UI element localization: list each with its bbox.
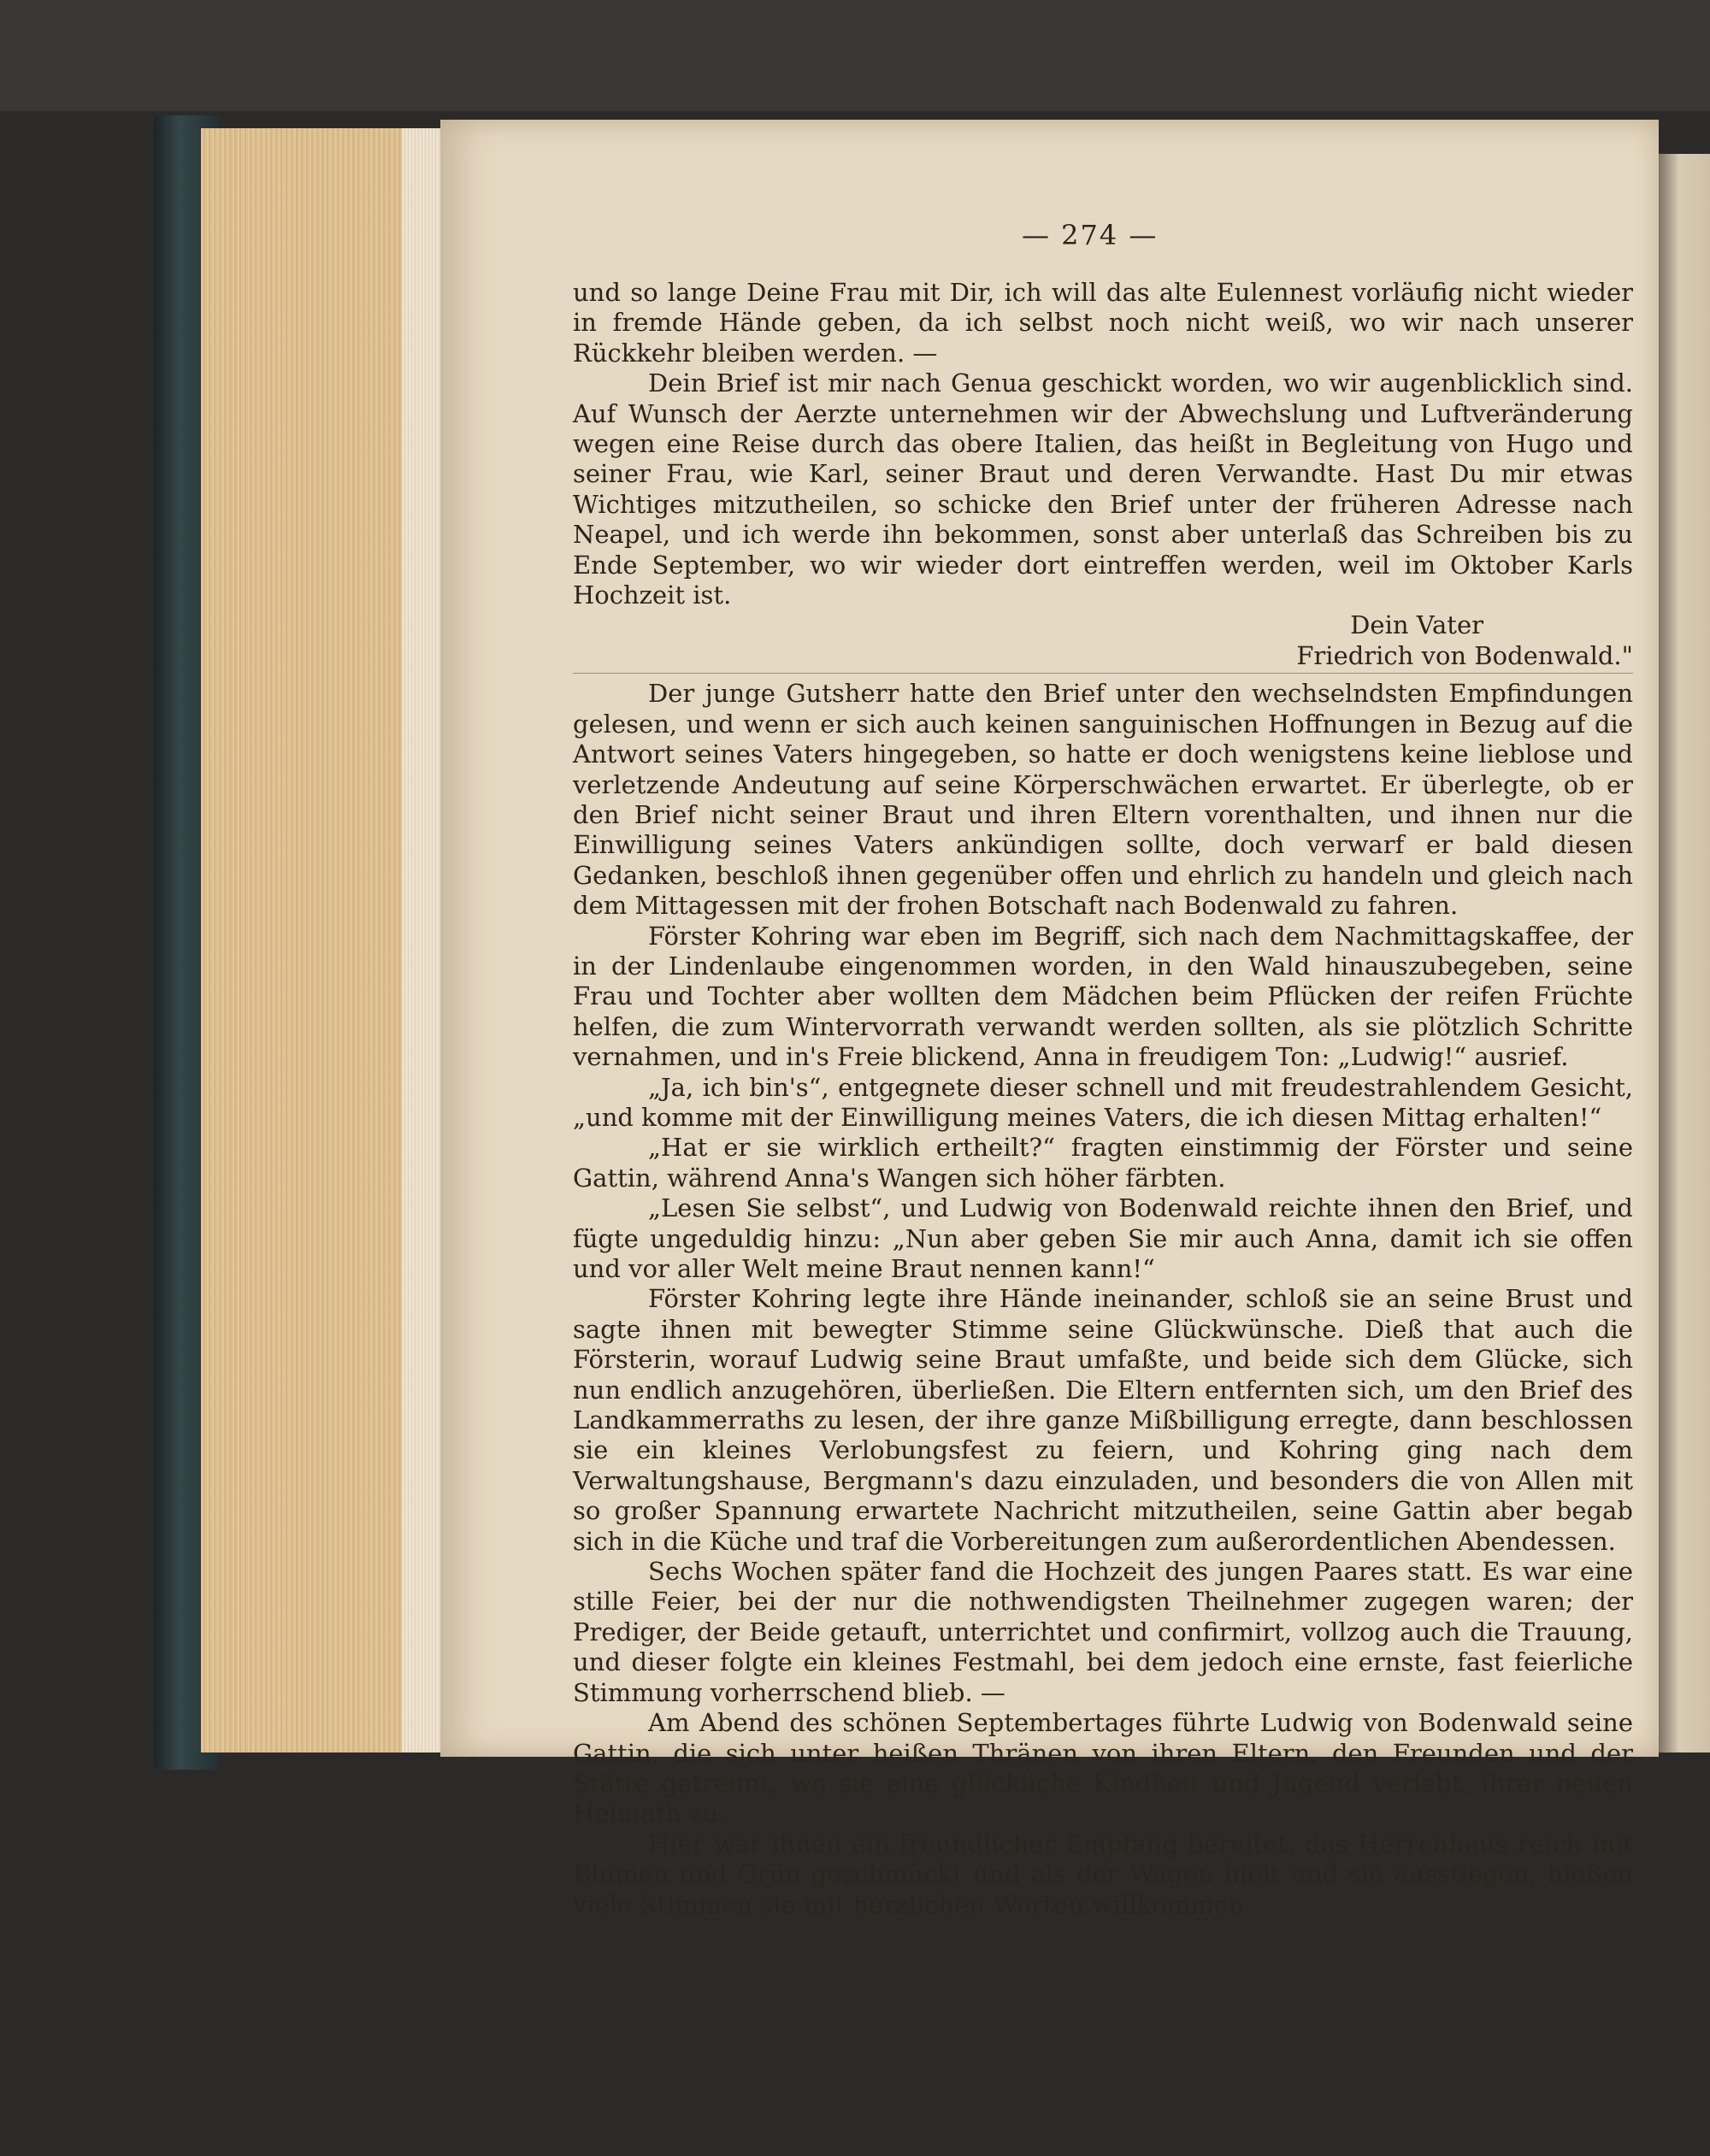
paragraph: „Lesen Sie selbst“, und Ludwig von Bodenwald reichte ihnen den Brief, und fügte ungeduldig hinzu: „Nun aber geben Sie mir auch Anna, damit ich sie offen und vor aller Welt meine Braut nennen kann!“ [573, 1193, 1633, 1283]
letter-signature [573, 610, 1633, 671]
paragraph: „Ja, ich bin's“, entgegnete dieser schnell und mit freudestrahlendem Gesicht, „und komme mit der Einwilligung meines Vaters, die ich diesen Mittag erhalten!“ [573, 1072, 1633, 1132]
page-number: — 274 — [1022, 219, 1159, 251]
paragraph: Hier war ihnen ein freundlicher Empfang bereitet, das Herrenhaus reich mit Blumen und Grün geschmückt und als der Wagen hielt und sie ausstiegen, hießen viele Stimmen sie mit herzlichen Worten willkommen. [573, 1829, 1633, 1919]
backdrop [0, 0, 1710, 111]
paragraph: Dein Brief ist mir nach Genua geschickt worden, wo wir augenblicklich sind. Auf Wunsch der Aerzte unternehmen wir der Abwechslung und Luftveränderung wegen eine Reise durch das obere Italien, das heißt in Begleitung von Hugo und seiner Frau, wie Karl, seiner Braut und deren Verwandte. Hast Du mir etwas Wichtiges mitzutheilen, so schicke den Brief unter der früheren Adresse nach Neapel, und ich werde ihn bekommen, sonst aber unterlaß das Schreiben bis zu Ende September, wo wir wieder dort eintreffen werden, weil im Oktober Karls Hochzeit ist. [573, 368, 1633, 610]
paragraph: Sechs Wochen später fand die Hochzeit des jungen Paares statt. Es war eine stille Feier, bei der nur die nothwendigsten Theilnehmer zugegen waren; der Prediger, der Beide getauft, unterrichtet und confirmirt, vollzog auch die Trauung, und dieser folgte ein kleines Festmahl, bei dem jedoch eine ernste, fast feierliche Stimmung vorherrschend blieb. — [573, 1557, 1633, 1707]
paragraph: und so lange Deine Frau mit Dir, ich will das alte Eulennest vorläufig nicht wieder in fremde Hände geben, da ich selbst noch nicht weiß, wo wir nach unserer Rückkehr bleiben werden. — [573, 278, 1633, 368]
paragraph: Der junge Gutsherr hatte den Brief unter den wechselndsten Empfindungen gelesen, und wenn er sich auch keinen sanguinischen Hoffnungen in Bezug auf die Antwort seines Vaters hingegeben, so hatte er doch wenigstens keine lieblose und verletzende Andeutung auf seine Körperschwächen erwartet. Er überlegte, ob er den Brief nicht seiner Braut und ihren Eltern vorenthalten, und ihnen nur die Einwilligung seines Vaters ankündigen sollte, doch verwarf er bald diesen Gedanken, beschloß ihnen gegenüber offen und ehrlich zu handeln und gleich nach dem Mittagessen mit der frohen Botschaft nach Bodenwald zu fahren. [573, 679, 1633, 921]
page-text [573, 278, 1633, 1920]
divider [573, 673, 1633, 674]
paragraph: Am Abend des schönen Septembertages führte Ludwig von Bodenwald seine Gattin, die sich unter heißen Thränen von ihren Eltern, den Freunden und der Stätte getrennt, wo sie eine glückliche Kindheit und Jugend verlebt, ihrer neuen Heimath zu. [573, 1708, 1633, 1829]
paragraph: Förster Kohring legte ihre Hände ineinander, schloß sie an seine Brust und sagte ihnen mit bewegter Stimme seine Glückwünsche. Dieß that auch die Försterin, worauf Ludwig seine Braut umfaßte, und beide sich dem Glücke, sich nun endlich anzugehören, überließen. Die Eltern entfernten sich, um den Brief des Landkammerraths zu lesen, der ihre ganze Mißbilligung erregte, dann beschlossen sie ein kleines Verlobungsfest zu feiern, und Kohring ging nach dem Verwaltungshause, Bergmann's dazu einzuladen, und besonders die von Allen mit so großer Spannung erwartete Nachricht mitzutheilen, seine Gattin aber begab sich in die Küche und traf die Vorbereitungen zum außerordentlichen Abendessen. [573, 1284, 1633, 1556]
signature-name: Friedrich von Bodenwald." [1296, 640, 1633, 670]
paragraph: Förster Kohring war eben im Begriff, sich nach dem Nachmittagskaffee, der in der Lindenlaube eingenommen worden, in den Wald hinauszubegeben, seine Frau und Tochter aber wollten dem Mädchen beim Pflücken der reifen Früchte helfen, die zum Wintervorrath verwandt werden sollten, als sie plötzlich Schritte vernahmen, und in's Freie blickend, Anna in freudigem Ton: „Ludwig!“ ausrief. [573, 921, 1633, 1072]
paragraph: „Hat er sie wirklich ertheilt?“ fragten einstimmig der Förster und seine Gattin, während Anna's Wangen sich höher färbten. [573, 1133, 1633, 1193]
next-page-edge [1659, 154, 1710, 1752]
signature-closing: Dein Vater [1350, 610, 1483, 640]
